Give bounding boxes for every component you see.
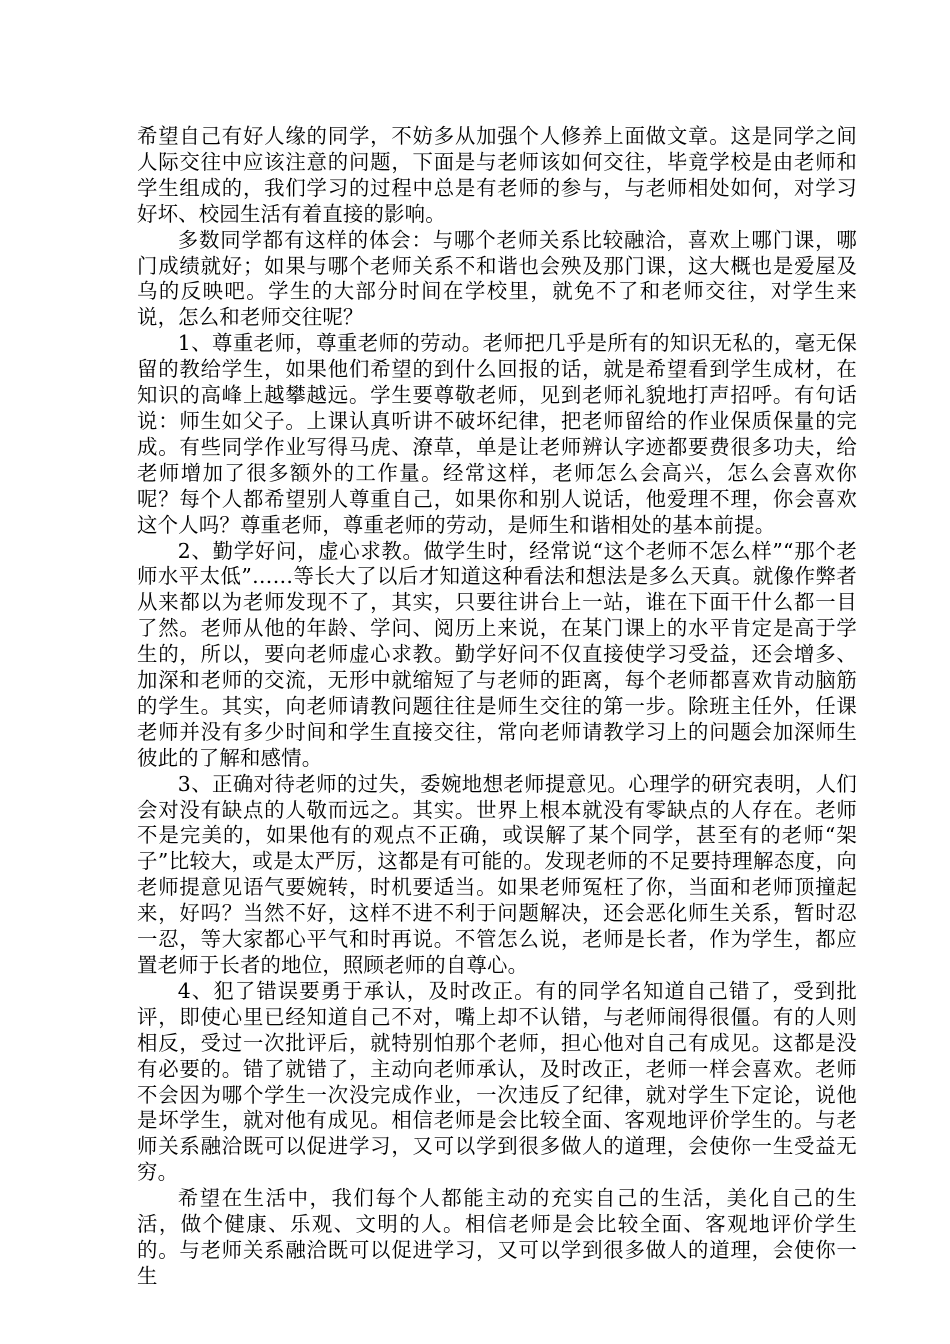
paragraph-point-4: 4、犯了错误要勇于承认，及时改正。有的同学名知道自己错了，受到批评，即使心里已经知道自己不对，嘴上却不认错，与老师闹得很僵。有的人则相反，受过一次批评后，就特别怕那个老师，担心他对自己有成见。这都是没有必要的。错了就错了，主动向老师承认，及时改正，老师一样会喜欢。老师不会因为哪个学生一次没完成作业，一次违反了纪律，就对学生下定论，说他是坏学生，就对他有成见。相信老师是会比较全面、客观地评价学生的。与老师关系融洽既可以促进学习，又可以学到很多做人的道理，会使你一生受益无穷。 (137, 978, 857, 1185)
article-body (137, 124, 857, 1290)
paragraph-intro: 希望自己有好人缘的同学，不妨多从加强个人修养上面做文章。这是同学之间人际交往中应该注意的问题，下面是与老师该如何交往，毕竟学校是由老师和学生组成的，我们学习的过程中总是有老师的参与，与老师相处如何，对学习好坏、校园生活有着直接的影响。 (137, 124, 857, 226)
paragraph-point-2: 2、勤学好问，虚心求教。做学生时，经常说“这个老师不怎么样”“那个老师水平太低”……等长大了以后才知道这种看法和想法是多么天真。就像作弊者从来都以为老师发现不了，其实，只要往讲台上一站，谁在下面干什么都一目了然。老师从他的年龄、学问、阅历上来说，在某门课上的水平肯定是高于学生的，所以，要向老师虚心求教。勤学好问不仅直接使学习受益，还会增多、加深和老师的交流，无形中就缩短了与老师的距离，每个老师都喜欢肯动脑筋的学生。其实，向老师请教问题往往是师生交往的第一步。除班主任外，任课老师并没有多少时间和学生直接交往，常向老师请教学习上的问题会加深师生彼此的了解和感情。 (137, 538, 857, 770)
paragraph-conclusion: 希望在生活中，我们每个人都能主动的充实自己的生活，美化自己的生活，做个健康、乐观、文明的人。相信老师是会比较全面、客观地评价学生的。与老师关系融洽既可以促进学习，又可以学到很多做人的道理，会使你一生 (137, 1186, 857, 1288)
paragraph-point-1: 1、尊重老师，尊重老师的劳动。老师把几乎是所有的知识无私的，毫无保留的教给学生，如果他们希望的到什么回报的话，就是希望看到学生成材，在知识的高峰上越攀越远。学生要尊敬老师，见到老师礼貌地打声招呼。有句话说：师生如父子。上课认真听讲不破坏纪律，把老师留给的作业保质保量的完成。有些同学作业写得马虎、潦草，单是让老师辨认字迹都要费很多功夫，给老师增加了很多额外的工作量。经常这样，老师怎么会高兴，怎么会喜欢你呢？每个人都希望别人尊重自己，如果你和别人说话，他爱理不理，你会喜欢这个人吗？尊重老师，尊重老师的劳动，是师生和谐相处的基本前提。 (137, 331, 857, 537)
paragraph-point-3: 3、正确对待老师的过失，委婉地想老师提意见。心理学的研究表明，人们会对没有缺点的人敬而远之。其实。世界上根本就没有零缺点的人存在。老师不是完美的，如果他有的观点不正确，或误解了某个同学，甚至有的老师“架子”比较大，或是太严厉，这都是有可能的。发现老师的不足要持理解态度，向老师提意见语气要婉转，时机要适当。如果老师冤枉了你，当面和老师顶撞起来，好吗？当然不好，这样不进不利于问题解决，还会恶化师生关系，暂时忍一忍，等大家都心平气和时再说。不管怎么说，老师是长者，作为学生，都应置老师于长者的地位，照顾老师的自尊心。 (137, 771, 857, 977)
paragraph-experience: 多数同学都有这样的体会：与哪个老师关系比较融洽，喜欢上哪门课，哪门成绩就好；如果与哪个老师关系不和谐也会殃及那门课，这大概也是爱屋及乌的反映吧。学生的大部分时间在学校里，就免不了和老师交往，对学生来说，怎么和老师交往呢？ (137, 227, 857, 330)
